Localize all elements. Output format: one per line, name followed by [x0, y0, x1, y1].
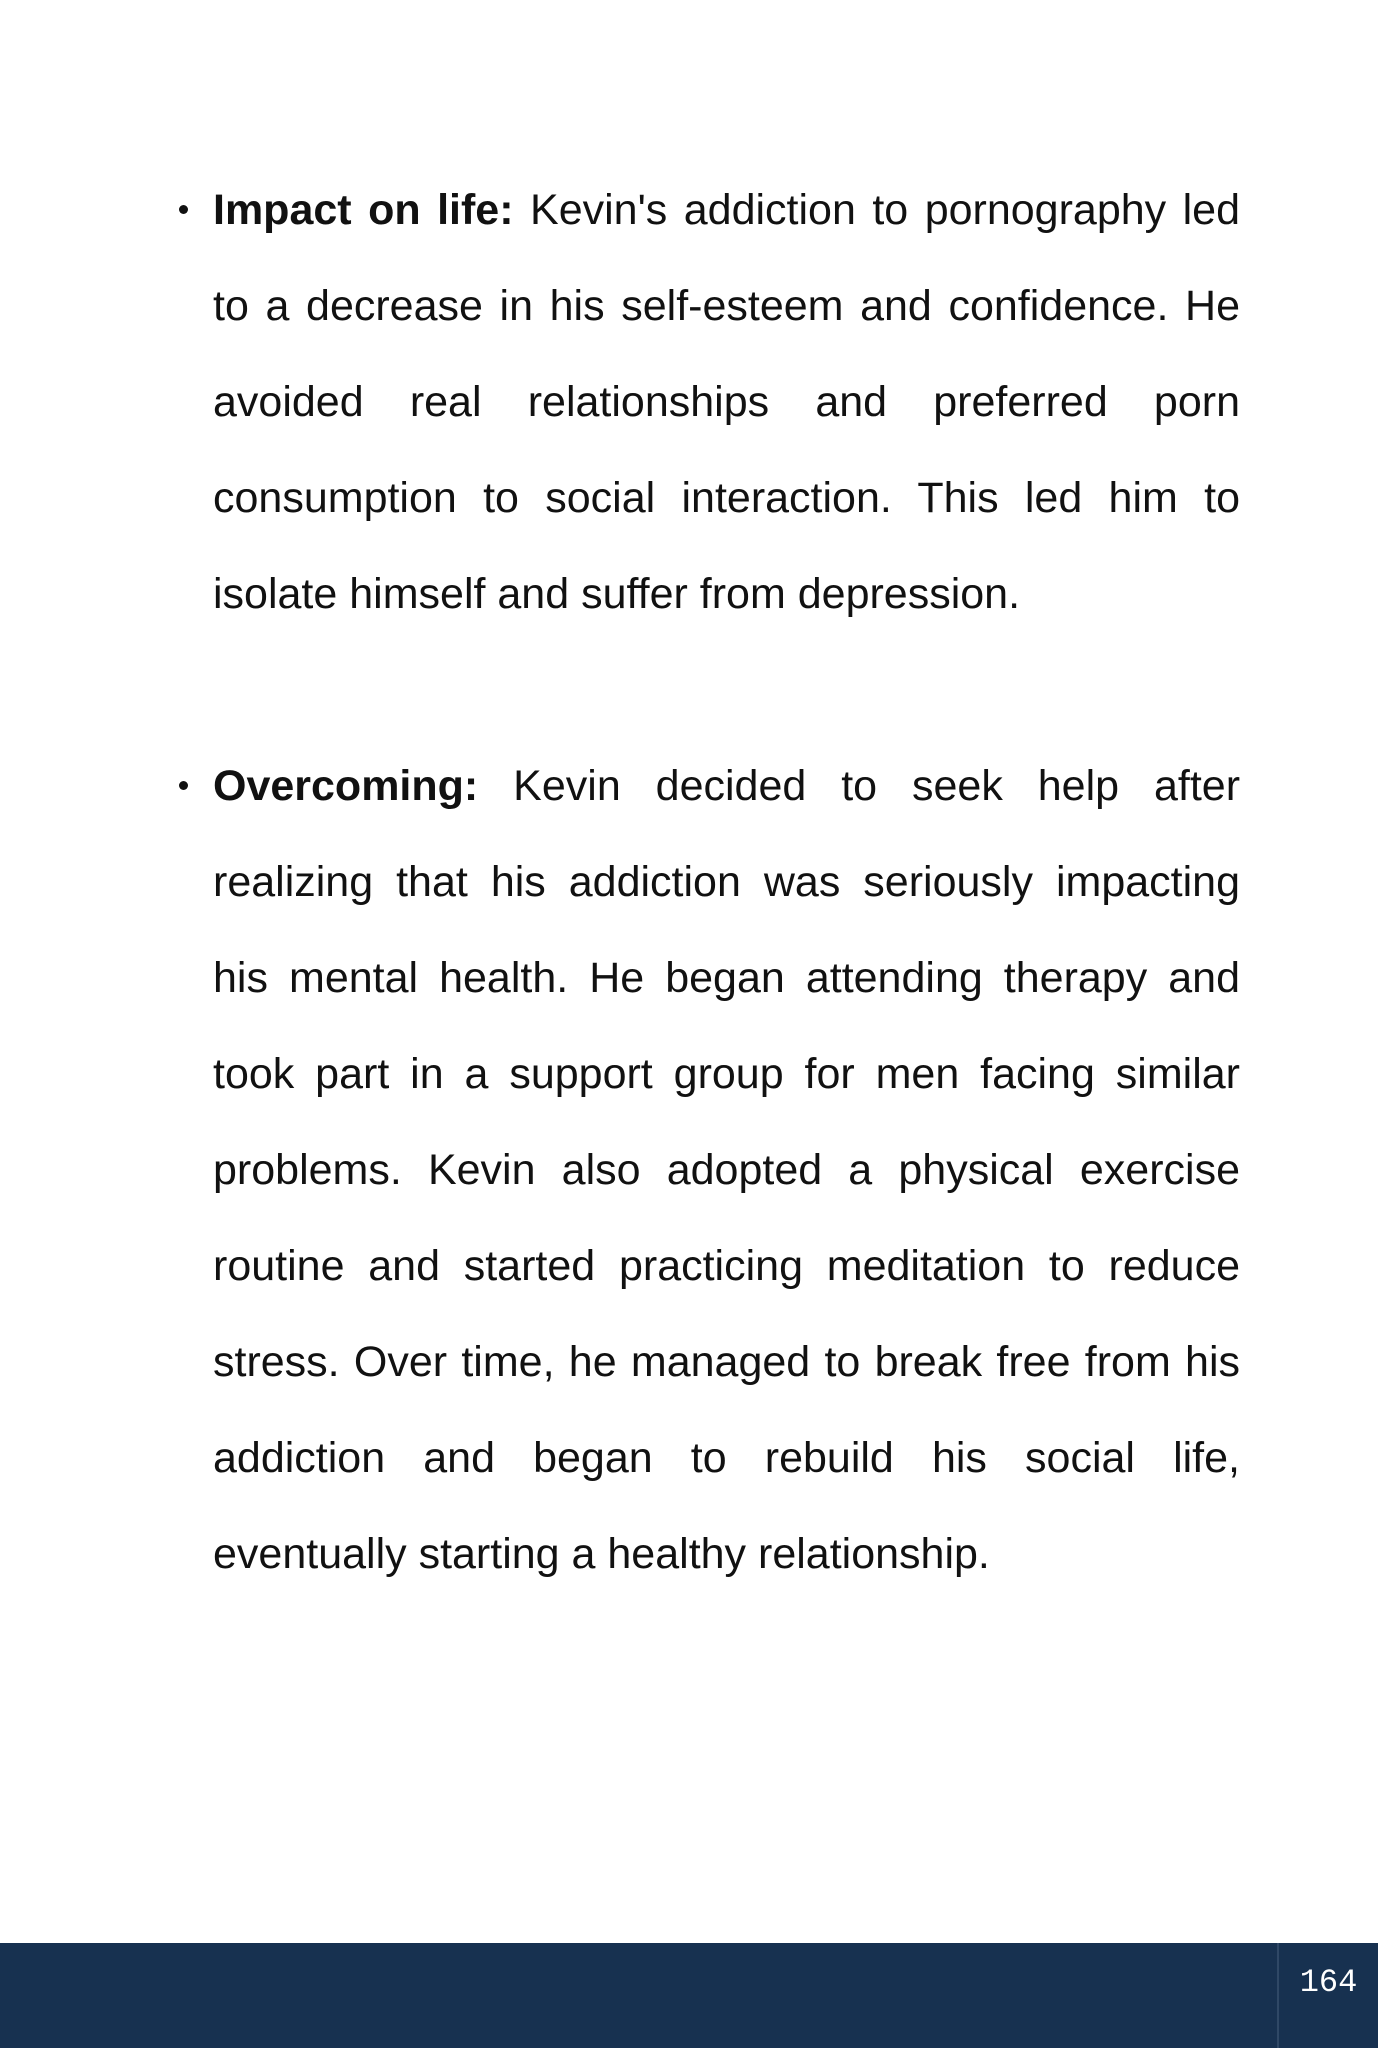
page-footer: [0, 1943, 1378, 2048]
bullet-heading: Impact on life:: [213, 186, 514, 234]
bullet-text: Kevin decided to seek help after realizing that his addiction was seriously impacting his mental health. He began attending therapy and took part in a support group for men facing similar problems. Kevin also adopted a physical exercise routine and started practicing meditation to reduce stress. Over time, he managed to break free from his addiction and began to rebuild his social life, eventually starting a healthy relationship.: [213, 762, 1241, 1578]
page-number: 164: [1299, 1964, 1358, 2001]
bullet-dot-icon: [179, 781, 188, 790]
bullet-item-overcoming: [213, 738, 1240, 1602]
bullet-item-impact-on-life: [213, 162, 1240, 642]
bullet-heading: Overcoming:: [213, 762, 479, 810]
bullet-text: Kevin's addiction to pornography led to a decrease in his self-esteem and confidence. He avoided real relationships and preferred porn consumption to social interaction. This led him to isolate himself and suffer from depression.: [213, 186, 1241, 618]
bullet-dot-icon: [179, 205, 188, 214]
